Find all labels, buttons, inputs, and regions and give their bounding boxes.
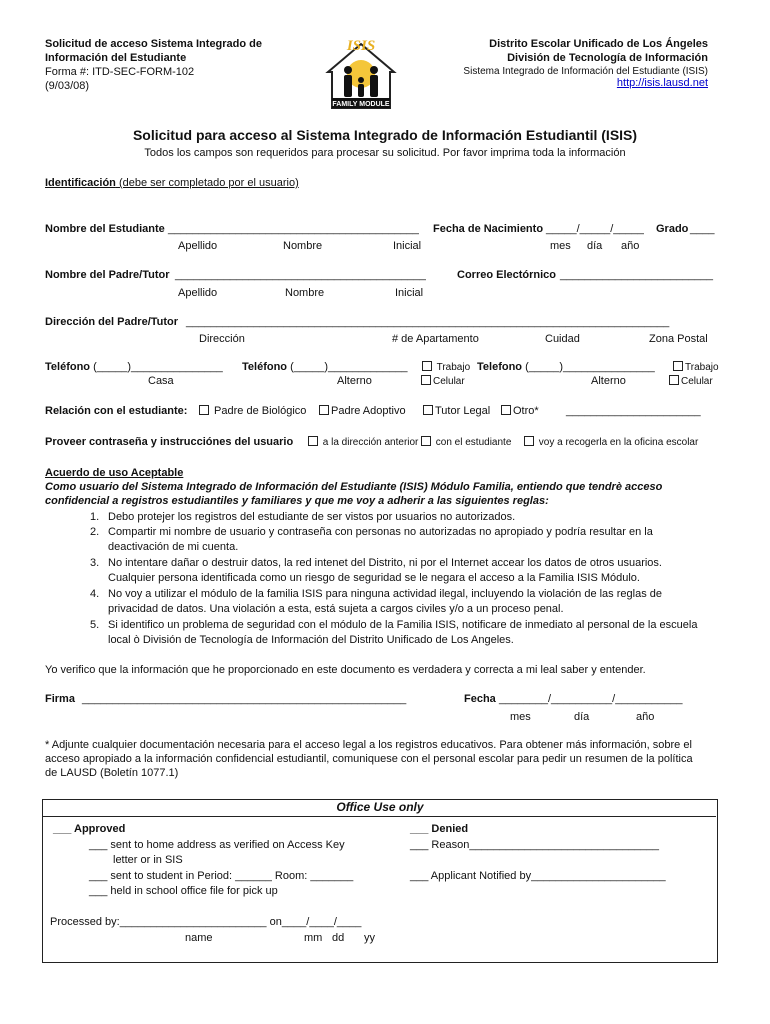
rule-number-4: 4. <box>90 588 100 600</box>
agreement-heading: Acuerdo de uso Aceptable <box>45 467 184 479</box>
phone-alt-row <box>242 361 408 373</box>
verification-statement: Yo verifico que la información que he proporcionado en este documento es verdadera y correcta a mi leal saber y entender. <box>45 664 646 676</box>
student-sub-dia: día <box>587 240 603 252</box>
password-label: Proveer contraseña y instrucciónes del usuario <box>45 436 294 448</box>
cell-checkbox-2[interactable] <box>669 376 713 387</box>
checkbox-icon <box>423 405 433 415</box>
rule-text-3b: Cualquier persona identificada como un riesgo de seguridad se le negara el acceso a la Familia ISIS Módulo. <box>108 572 640 584</box>
relation-biological-label: Padre de Biológico <box>211 405 307 417</box>
phone-alt2-row <box>477 361 655 373</box>
footnote-line2: acceso apropiado a la información confidencial estudiantil, comuniquese con el personal escolar para pedir un resumen de la política <box>45 753 693 765</box>
processed-sub-name: name <box>185 932 213 944</box>
password-address-label: a la dirección anterior <box>322 437 419 448</box>
agreement-intro-line2: confidencial a registros estudiantiles y familiares y que me voy a adherir a las siguientes reglas: <box>45 495 549 507</box>
relation-other-option[interactable] <box>501 405 539 417</box>
parent-sub-inicial: Inicial <box>395 287 424 299</box>
birthdate-label: Fecha de Nacimiento <box>433 223 544 235</box>
district-name: Distrito Escolar Unificado de Los Ángeles <box>489 38 708 50</box>
phone-alt2-field[interactable]: (_____)_______________ <box>525 361 655 373</box>
student-name-field[interactable]: _________________________________________ <box>168 223 419 235</box>
phone-sub-alterno-2: Alterno <box>591 375 626 387</box>
work-checkbox-1[interactable] <box>422 362 470 373</box>
identification-note: (debe ser completado por el usuario) <box>115 177 299 189</box>
svg-text:ISIS: ISIS <box>346 38 376 54</box>
checkbox-icon <box>524 436 534 446</box>
signature-sub-dia: día <box>574 711 590 723</box>
checkbox-icon <box>422 361 432 371</box>
relation-guardian-label: Tutor Legal <box>435 405 491 417</box>
page-title: Solicitud para acceso al Sistema Integrado de Información Estudiantil (ISIS) <box>132 127 638 143</box>
form-number: Forma #: ITD-SEC-FORM-102 <box>45 66 195 78</box>
parent-sub-nombre: Nombre <box>285 287 325 299</box>
isis-logo <box>322 32 400 112</box>
rule-text-4: No voy a utilizar el módulo de la familia ISIS para ninguna actividad ilegal, incluyendo la violación de las reglas de <box>108 588 662 600</box>
applicant-notified-field[interactable]: ___ Applicant Notified by______________________ <box>410 870 666 882</box>
student-sub-mes: mes <box>550 240 571 252</box>
phone-alt-field[interactable]: (_____)_____________ <box>290 361 408 373</box>
phone-home-label: Teléfono <box>45 361 91 373</box>
work-checkbox-2[interactable] <box>673 362 719 373</box>
student-name-label: Nombre del Estudiante <box>45 223 165 235</box>
address-field[interactable]: _______________________________________________________________________________ <box>186 316 670 328</box>
phone-sub-alterno-1: Alterno <box>337 375 372 387</box>
student-sub-apellido: Apellido <box>178 240 218 252</box>
held-office-option[interactable]: ___ held in school office file for pick up <box>89 885 278 897</box>
parent-name-field[interactable]: _________________________________________ <box>175 269 426 281</box>
rule-text-2: Compartir mi nombre de usuario y contraseña con personas no autorizadas no apropiado y podría resultar en la <box>108 526 653 538</box>
checkbox-icon <box>669 375 679 385</box>
student-sub-inicial: Inicial <box>393 240 422 252</box>
relation-label: Relación con el estudiante: <box>45 405 188 417</box>
signature-date-label: Fecha <box>464 693 496 705</box>
footnote-line3: de LAUSD (Boletín 1077.1) <box>45 767 179 779</box>
form-date: (9/03/08) <box>45 80 90 92</box>
phone-home-field[interactable]: (_____)_______________ <box>93 361 223 373</box>
signature-field[interactable]: _____________________________________________________ <box>82 693 407 705</box>
rule-text-5: Si identifico un problema de seguridad con el módulo de la Familia ISIS, notificare de inmediato al personal de la escuela <box>108 619 698 631</box>
rule-text-3: No intentare dañar o destruir datos, la red intenet del Distrito, ni por el Internet accear los datos de otros usuarios. <box>108 557 662 569</box>
email-label: Correo Electórnico <box>457 269 557 281</box>
checkbox-icon <box>501 405 511 415</box>
address-sub-apartamento: # de Apartamento <box>392 333 479 345</box>
signature-sub-mes: mes <box>510 711 531 723</box>
relation-guardian-option[interactable] <box>423 405 490 417</box>
agreement-intro-line1: Como usuario del Sistema Integrado de Información del Estudiante (ISIS) Módulo Familia, entiendo que tendrè acceso <box>45 481 663 493</box>
rule-number-5: 5. <box>90 619 100 631</box>
checkbox-icon <box>308 436 318 446</box>
isis-link[interactable]: http://isis.lausd.net <box>616 77 708 89</box>
system-name: Sistema Integrado de Información del Estudiante (ISIS) <box>463 66 708 77</box>
identification-heading <box>45 177 299 189</box>
footnote-line1: * Adjunte cualquier documentación necesaria para el acceso legal a los registros educativos. Para obtener más información, sobre el <box>45 739 692 751</box>
checkbox-icon <box>421 375 431 385</box>
rule-number-1: 1. <box>90 511 100 523</box>
rule-number-2: 2. <box>90 526 100 538</box>
checkbox-icon <box>673 361 683 371</box>
work-label-2: Trabajo <box>685 362 719 373</box>
password-address-option[interactable] <box>308 437 418 448</box>
rule-text-5b: local ò División de Tecnología de Información del Distrito Unificado de Los Angeles. <box>108 634 514 646</box>
password-office-label: voy a recogerla en la oficina escolar <box>538 437 699 448</box>
rule-number-3: 3. <box>90 557 100 569</box>
parent-name-label: Nombre del Padre/Tutor <box>45 269 170 281</box>
checkbox-icon <box>421 436 431 446</box>
signature-label: Firma <box>45 693 75 705</box>
svg-text:FAMILY MODULE: FAMILY MODULE <box>332 101 390 108</box>
office-use-title: Office Use only <box>336 800 424 814</box>
parent-sub-apellido: Apellido <box>178 287 218 299</box>
page-subtitle: Todos los campos son requeridos para procesar su solicitud. Por favor imprima toda la información <box>144 147 626 159</box>
checkbox-icon <box>199 405 209 415</box>
processed-sub-dd: dd <box>332 932 345 944</box>
division-name: División de Tecnología de Información <box>507 52 708 64</box>
checkbox-icon <box>319 405 329 415</box>
rule-text-2b: deactivación de mi cuenta. <box>108 541 239 553</box>
processed-sub-yy: yy <box>364 932 375 944</box>
sent-home-option[interactable]: ___ sent to home address as verified on Access Key <box>89 839 345 851</box>
identification-label: Identificación <box>45 177 116 189</box>
cell-checkbox-1[interactable] <box>421 376 465 387</box>
phone-alt2-label: Telefono <box>477 361 523 373</box>
denied-label: ___ Denied <box>410 823 469 835</box>
phone-home-row <box>45 361 223 373</box>
student-sub-nombre: Nombre <box>283 240 323 252</box>
address-sub-zona: Zona Postal <box>649 333 708 345</box>
signature-sub-ano: año <box>636 711 655 723</box>
denied-reason-field[interactable]: ___ Reason_______________________________ <box>410 839 659 851</box>
form-title-line2: Información del Estudiante <box>45 52 187 64</box>
email-field[interactable]: _________________________ <box>560 269 713 281</box>
phone-sub-casa: Casa <box>148 375 174 387</box>
signature-date-field[interactable]: ________/__________/___________ <box>499 693 683 705</box>
rule-text-1: Debo protejer los registros del estudiante de ser vistos por usuarios no autorizados. <box>108 511 516 523</box>
student-sub-ano: año <box>621 240 640 252</box>
approved-label: ___ Approved <box>53 823 126 835</box>
relation-biological-option[interactable] <box>199 405 306 417</box>
birthdate-field[interactable]: _____/_____/_____ <box>546 223 644 235</box>
sent-student-option[interactable]: ___ sent to student in Period: ______ Room: _______ <box>89 870 354 882</box>
processed-sub-mm: mm <box>304 932 323 944</box>
sent-home-option-cont: letter or in SIS <box>113 854 183 866</box>
rule-text-4b: privacidad de datos. Una violación a esta, está sujeta a cargos civiles y/o a un proceso penal. <box>108 603 564 615</box>
relation-other-field[interactable]: ______________________ <box>566 405 701 417</box>
address-sub-direccion: Dirección <box>199 333 245 345</box>
phone-alt-label: Teléfono <box>242 361 288 373</box>
address-label: Dirección del Padre/Tutor <box>45 316 179 328</box>
address-sub-ciudad: Cuidad <box>545 333 580 345</box>
cell-label-1: Celular <box>433 376 465 387</box>
work-label-1: Trabajo <box>436 362 471 373</box>
password-student-option[interactable] <box>421 437 511 448</box>
password-office-option[interactable] <box>524 437 698 448</box>
grade-field[interactable]: ____ <box>690 223 715 235</box>
form-title-line1: Solicitud de acceso Sistema Integrado de <box>45 38 263 50</box>
relation-other-label: Otro* <box>513 405 539 417</box>
isis-logo-graphic <box>322 32 400 112</box>
grade-label: Grado <box>656 223 689 235</box>
cell-label-2: Celular <box>681 376 713 387</box>
relation-adoptive-option[interactable] <box>319 405 406 417</box>
password-student-label: con el estudiante <box>435 437 512 448</box>
processed-by-field[interactable]: Processed by:________________________ on____/____/____ <box>50 916 362 928</box>
relation-adoptive-label: Padre Adoptivo <box>331 405 406 417</box>
